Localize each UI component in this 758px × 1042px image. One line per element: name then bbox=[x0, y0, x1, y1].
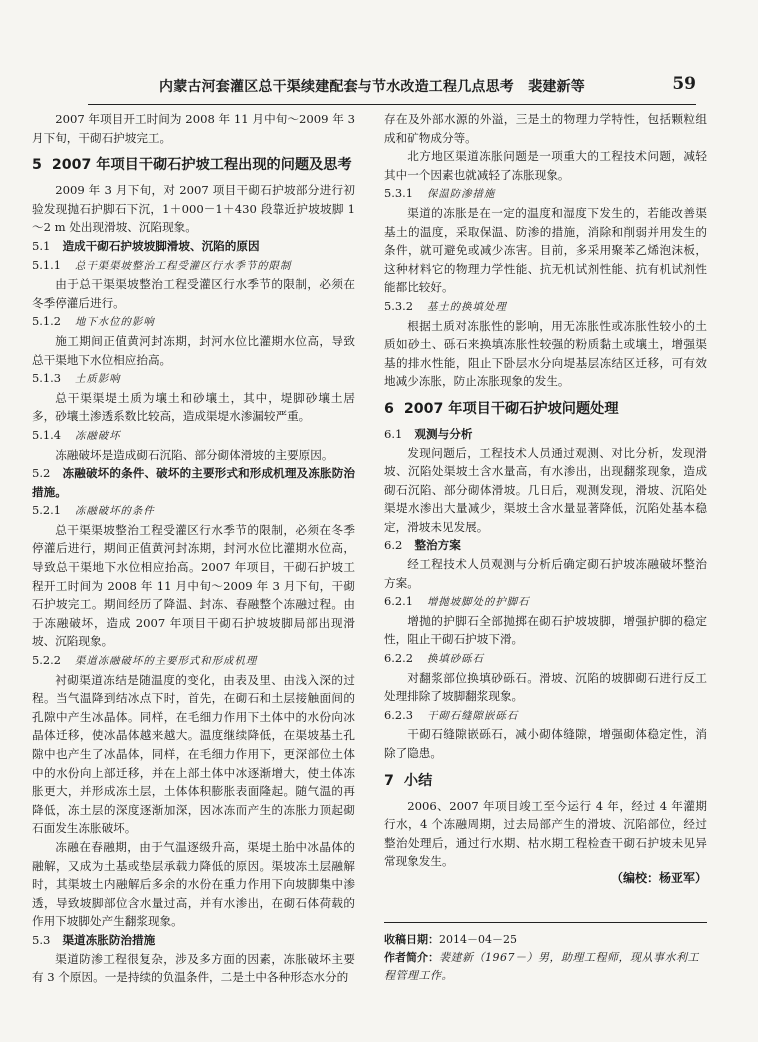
paragraph: 冻融破坏是造成砌石沉陷、部分砌体滑坡的主要原因。 bbox=[55, 447, 334, 462]
right-column bbox=[384, 110, 707, 1010]
paragraph: 经工程技术人员观测与分析后确定砌石护坡冻融破坏整治方案。 bbox=[384, 557, 707, 590]
subsubsection-heading: 5.1.3 土质影响 bbox=[32, 371, 121, 386]
subsection-heading: 6.2 整治方案 bbox=[384, 538, 461, 553]
paragraph: 渠道防渗工程很复杂，涉及多方面的因素，冻胀破坏主要有 3 个原因。一是持续的负温条件，二是土中各种形态水分的 bbox=[32, 951, 355, 985]
subsubsection-heading: 5.2.2 渠道冻融破坏的主要形式和形成机理 bbox=[32, 653, 258, 668]
footnote bbox=[384, 922, 707, 985]
subsubsection-heading: 5.2.1 冻融破坏的条件 bbox=[32, 503, 155, 518]
paragraph: 干砌石缝隙嵌砾石，减小砌体缝隙，增强砌体稳定性，消除了隐患。 bbox=[384, 727, 707, 760]
paragraph: 总干渠渠坡整治工程受灌区行水季节的限制，必须在冬季停灌后进行，期间正值黄河封冻期，封河水位比灌期水位高，导致总干渠地下水位相应抬高。2007 年项目，干砌石护坡工程开工时间为 2008 年 11 月中旬～2009 年 3 月下旬，干砌石护坡完工。期间经历了降温、封冻、春融整个冻融过程。由于冻融破坏，造成 2007 年项目干砌石护坡坡脚局部出现滑坡、沉陷现象。 bbox=[32, 522, 355, 649]
subsection-heading: 5.2 冻融破坏的条件、破坏的主要形式和形成机理及冻胀防治措施。 bbox=[32, 466, 355, 499]
subsubsection-heading: 6.2.3 干砌石缝隙嵌砾石 bbox=[384, 707, 519, 722]
paragraph: 渠道的冻胀是在一定的温度和湿度下发生的，若能改善渠基土的温度，采取保温、防渗的措施，消除和削弱并用发生的条件，就可避免或减少冻害。目前，多采用聚苯乙烯泡沫板，这种材料它的物理力学性能、抗无机试剂性能、抗有机试剂性能都比较好。 bbox=[384, 205, 707, 295]
paragraph: 存在及外部水源的外溢，三是土的物理力学特性，包括颗粒组成和矿物成分等。 bbox=[384, 112, 707, 145]
subsection-heading: 5.3 渠道冻胀防治措施 bbox=[32, 932, 156, 947]
subsubsection-heading: 6.2.2 换填砂砾石 bbox=[384, 651, 484, 666]
subsubsection-heading: 5.1.4 冻融破坏 bbox=[32, 427, 121, 442]
paragraph: 由于总干渠渠坡整治工程受灌区行水季节的限制，必须在冬季停灌后进行。 bbox=[32, 277, 355, 310]
paragraph: 总干渠渠堤土质为壤土和砂壤土，其中，堤脚砂壤土居多，砂壤土渗透系数比较高，造成渠堤水渗漏较严重。 bbox=[32, 390, 355, 424]
subsubsection-heading: 5.1.1 总干渠渠坡整治工程受灌区行水季节的限制 bbox=[32, 257, 292, 272]
paragraph: 根据土质对冻胀性的影响，用无冻胀性或冻胀性较小的土质如砂土、砾石来换填冻胀性较强的粉质黏土或壤土，增强渠基的排水性能，阻止下卧层水分向堤基层冻结区迁移，可有效地减少冻胀，防止冻胀现象的发生。 bbox=[384, 318, 707, 389]
paragraph: 发现问题后，工程技术人员通过观测、对比分析，发现滑坡、沉陷处渠坡土含水量高，有水渗出，出现翻浆现象，造成砌石沉陷、部分砌体滑坡。几日后，观测发现，滑坡、沉陷处渠堤水渗出大量减少，渠坡土含水量显著降低，沉陷处基本稳定，滑坡未见发展。 bbox=[384, 445, 707, 534]
paragraph: 衬砌渠道冻结是随温度的变化，由表及里、由浅入深的过程。当气温降到结冰点下时，首先，在砌石和土层接触面间的孔隙中产生冰晶体。同样，在毛细力作用下土体中的水份向冰晶体迁移，使冰晶体越来越大。温度继续降低，在渠坡基土孔隙中也产生了冰晶体，同样，在毛细力作用下，更深部位土体中的水份向上部迁移，并在上部土体中冰逐渐增大，使土体冻胀更大，并形成冻土层，土体体积膨胀表面隆起。随气温的再降低，冻土层的深度逐渐加深，因冰冻而产生的冻胀力顶起砌石面发生冻胀破坏。 bbox=[32, 672, 355, 836]
paragraph: 2007 年项目开工时间为 2008 年 11 月中旬～2009 年 3 月下旬，干砌石护坡完工。 bbox=[32, 112, 355, 145]
paragraph: 冻融在春融期，由于气温逐级升高，渠堤土胎中冰晶体的融解，又成为土基或垫层承载力降低的原因。渠坡冻土层融解时，其渠坡土内融解后多余的水份在重力作用下向坡脚集中渗透，导致坡脚部位含水量过高，并有水渗出，在砌石体荷载的作用下坡脚处产生翻浆现象。 bbox=[32, 839, 355, 929]
paragraph: 2006、2007 年项目竣工至今运行 4 年，经过 4 年灌期行水，4 个冻融周期，过去局部产生的滑坡、沉陷部位，经过整治处理后，通过行水期、枯水期工程检查干砌石护坡未见异常现象发生。 bbox=[384, 798, 707, 869]
page-number: 59 bbox=[672, 74, 696, 94]
paragraph: 北方地区渠道冻胀问题是一项重大的工程技术问题，减轻其中一个因素也就减轻了冻胀现象。 bbox=[384, 149, 707, 182]
subsubsection-heading: 6.2.1 增抛坡脚处的护脚石 bbox=[384, 594, 530, 609]
subsubsection-heading: 5.1.2 地下水位的影响 bbox=[32, 314, 155, 329]
section-heading: 5 2007 年项目干砌石护坡工程出现的问题及思考 bbox=[32, 157, 352, 174]
author-bio: 作者简介：裴建新（1967－）男，助理工程师，现从事水利工程管理工作。 bbox=[384, 951, 699, 982]
running-title: 内蒙古河套灌区总干渠续建配套与节水改造工程几点思考 裴建新等 bbox=[159, 79, 585, 95]
section-heading: 7 小结 bbox=[384, 772, 433, 789]
subsection-heading: 5.1 造成干砌石护坡坡脚滑坡、沉陷的原因 bbox=[32, 238, 260, 253]
paragraph: 施工期间正值黄河封冻期，封河水位比灌期水位高，导致总干渠地下水位相应抬高。 bbox=[32, 333, 355, 367]
subsubsection-heading: 5.3.2 基土的换填处理 bbox=[384, 298, 507, 313]
subsubsection-heading: 5.3.1 保温防渗措施 bbox=[384, 186, 496, 201]
editor-credit: （编校：杨亚军） bbox=[610, 870, 707, 885]
section-heading: 6 2007 年项目干砌石护坡问题处理 bbox=[384, 400, 619, 417]
left-column bbox=[32, 110, 355, 1010]
paragraph: 对翻浆部位换填砂砾石。滑坡、沉陷的坡脚砌石进行反工处理排除了坡脚翻浆现象。 bbox=[384, 670, 707, 704]
subsection-heading: 6.1 观测与分析 bbox=[384, 426, 473, 441]
running-header bbox=[88, 74, 696, 105]
paragraph: 2009 年 3 月下旬，对 2007 项目干砌石护坡部分进行初验发现抛石护脚石下沉，1＋000－1＋430 段靠近护坡坡脚 1～2 m 处出现滑坡、沉陷现象。 bbox=[32, 183, 355, 235]
received-date: 收稿日期：2014－04－25 bbox=[384, 933, 517, 946]
paragraph: 增抛的护脚石全部抛掷在砌石护坡坡脚，增强护脚的稳定性，阻止干砌石护坡下滑。 bbox=[384, 613, 707, 647]
